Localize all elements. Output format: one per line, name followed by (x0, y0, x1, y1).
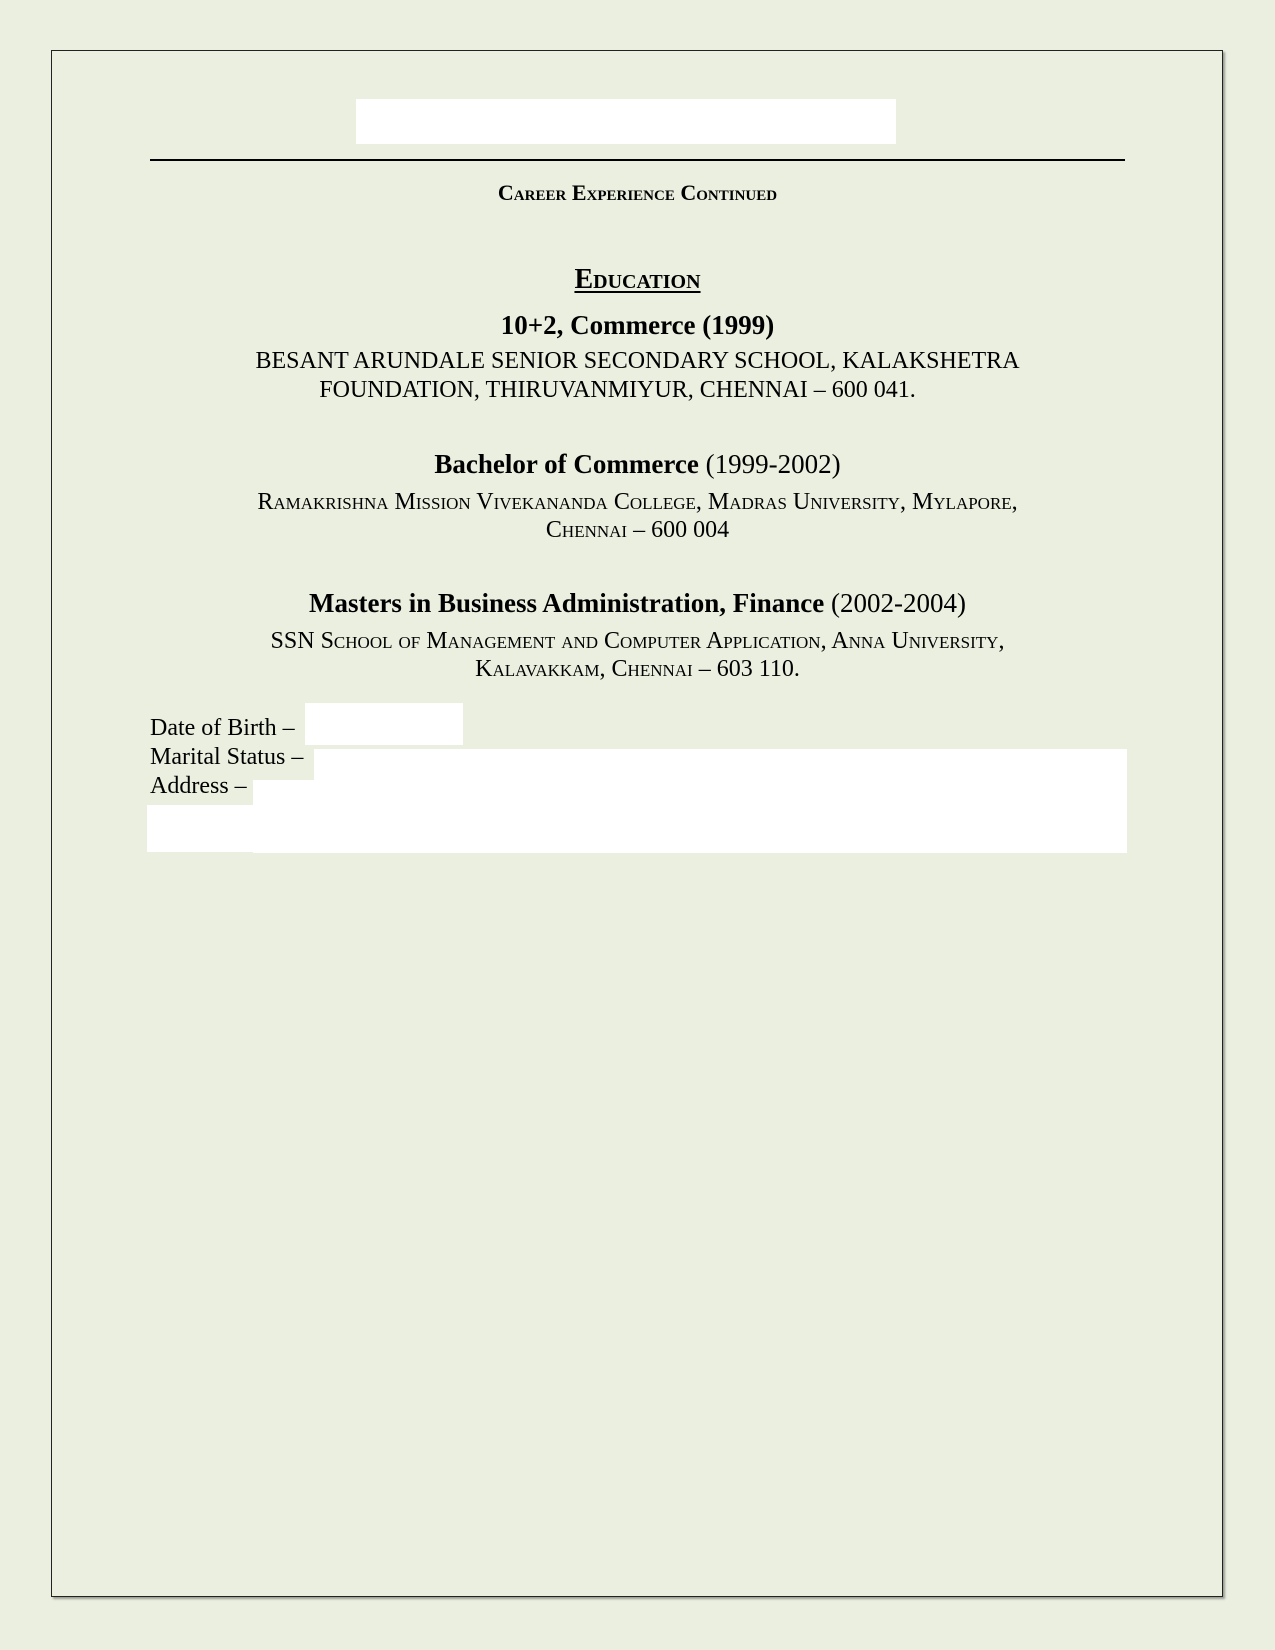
degree-title: Bachelor of Commerce (434, 449, 699, 479)
section-title: Career Experience Continued (497, 180, 778, 205)
education-entry-1-institution-line2: FOUNDATION, THIRUVANMIYUR, CHENNAI – 600 041. (319, 377, 916, 403)
degree-years: (1999-2002) (705, 449, 841, 479)
dob-label: Date of Birth – (150, 715, 295, 741)
education-entry-3-institution-line2: Kalavakkam, Chennai – 603 110. (475, 656, 800, 682)
redacted-address-line2 (147, 805, 257, 852)
education-entry-1-institution-line1: BESANT ARUNDALE SENIOR SECONDARY SCHOOL, KALAKSHETRA (255, 348, 1020, 374)
degree-years: (2002-2004) (831, 588, 967, 618)
education-entry-2-degree (0, 449, 1275, 480)
address-label: Address – (150, 773, 247, 799)
redacted-dob (305, 703, 463, 745)
education-entry-3-institution-line1: SSN School of Management and Computer Application, Anna University, (270, 628, 1005, 654)
education-entry-1-degree (0, 310, 1275, 341)
redacted-address (253, 780, 1127, 853)
header-rule (150, 159, 1125, 161)
education-heading-text: Education (574, 264, 701, 295)
degree-title: Masters in Business Administration, Finance (308, 588, 825, 618)
degree-title: 10+2, Commerce (1999) (500, 310, 775, 340)
education-heading (0, 264, 1275, 296)
redacted-name (356, 99, 896, 144)
education-entry-2-institution-line2: Chennai – 600 004 (545, 517, 730, 543)
education-entry-2-institution-line1: Ramakrishna Mission Vivekananda College, Madras University, Mylapore, (257, 489, 1018, 515)
marital-status-label: Marital Status – (150, 744, 304, 770)
education-entry-3-degree (0, 588, 1275, 619)
